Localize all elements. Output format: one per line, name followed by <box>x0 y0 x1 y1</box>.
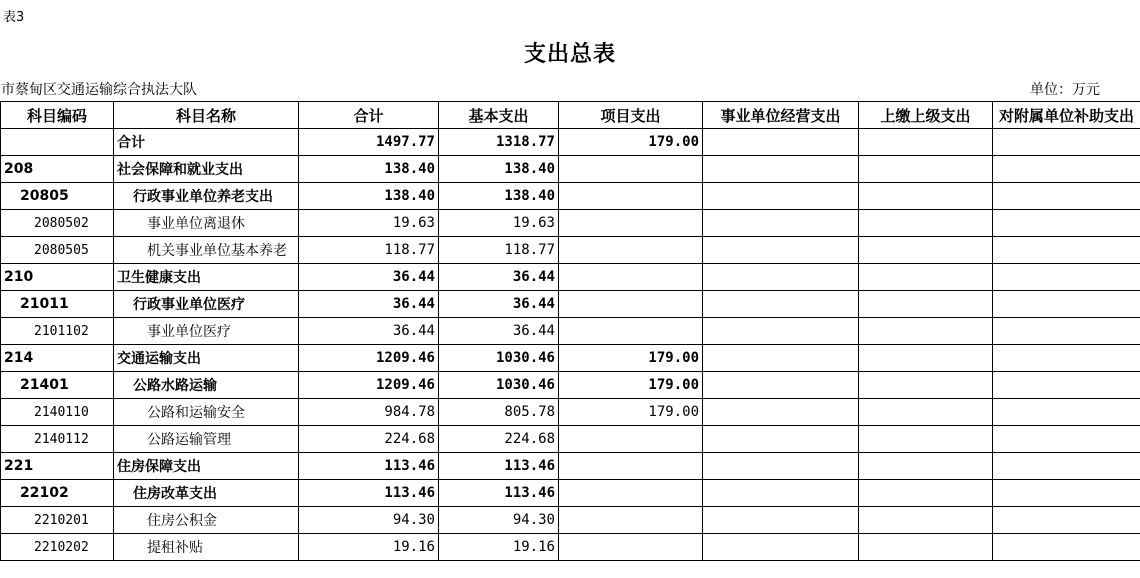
cell-project-expenditure <box>559 480 703 507</box>
cell-business-expenditure <box>703 345 859 372</box>
table-row <box>1 426 1140 453</box>
cell-project-expenditure <box>559 453 703 480</box>
table-row <box>1 345 1140 372</box>
cell-subject-name: 事业单位离退休 <box>114 210 299 237</box>
cell-subject-name: 公路和运输安全 <box>114 399 299 426</box>
cell-remit-upper-expenditure <box>859 345 993 372</box>
table-row <box>1 156 1140 183</box>
cell-business-expenditure <box>703 480 859 507</box>
cell-subject-name: 机关事业单位基本养老 <box>114 237 299 264</box>
cell-subject-code: 2140112 <box>1 426 114 453</box>
cell-project-expenditure <box>559 318 703 345</box>
cell-basic-expenditure: 36.44 <box>439 264 559 291</box>
cell-remit-upper-expenditure <box>859 237 993 264</box>
cell-subject-name: 住房公积金 <box>114 507 299 534</box>
cell-subject-name: 行政事业单位医疗 <box>114 291 299 318</box>
cell-subject-code: 214 <box>1 345 114 372</box>
cell-subject-name: 社会保障和就业支出 <box>114 156 299 183</box>
cell-subject-code: 208 <box>1 156 114 183</box>
cell-total: 113.46 <box>299 480 439 507</box>
header-remit-upper-expenditure: 上缴上级支出 <box>859 102 993 129</box>
cell-subject-code: 2080505 <box>1 237 114 264</box>
cell-remit-upper-expenditure <box>859 264 993 291</box>
cell-remit-upper-expenditure <box>859 507 993 534</box>
cell-subsidy-subordinate <box>993 480 1140 507</box>
cell-subject-name: 事业单位医疗 <box>114 318 299 345</box>
cell-subsidy-subordinate <box>993 453 1140 480</box>
cell-basic-expenditure: 36.44 <box>439 318 559 345</box>
cell-subsidy-subordinate <box>993 264 1140 291</box>
cell-subject-name: 卫生健康支出 <box>114 264 299 291</box>
cell-subsidy-subordinate <box>993 345 1140 372</box>
cell-remit-upper-expenditure <box>859 129 993 156</box>
header-subject-code: 科目编码 <box>1 102 114 129</box>
cell-basic-expenditure: 805.78 <box>439 399 559 426</box>
cell-total: 1497.77 <box>299 129 439 156</box>
cell-business-expenditure <box>703 129 859 156</box>
cell-subject-code: 221 <box>1 453 114 480</box>
cell-project-expenditure: 179.00 <box>559 372 703 399</box>
cell-basic-expenditure: 1318.77 <box>439 129 559 156</box>
unit-label: 单位：万元 <box>1030 82 1100 98</box>
table-body <box>1 129 1140 561</box>
cell-business-expenditure <box>703 183 859 210</box>
cell-business-expenditure <box>703 372 859 399</box>
cell-basic-expenditure: 36.44 <box>439 291 559 318</box>
table-row <box>1 534 1140 561</box>
cell-subject-code: 2140110 <box>1 399 114 426</box>
cell-business-expenditure <box>703 453 859 480</box>
cell-remit-upper-expenditure <box>859 210 993 237</box>
cell-subsidy-subordinate <box>993 399 1140 426</box>
cell-project-expenditure <box>559 534 703 561</box>
cell-basic-expenditure: 138.40 <box>439 156 559 183</box>
cell-subsidy-subordinate <box>993 291 1140 318</box>
cell-business-expenditure <box>703 156 859 183</box>
cell-total: 36.44 <box>299 291 439 318</box>
cell-basic-expenditure: 138.40 <box>439 183 559 210</box>
cell-basic-expenditure: 1030.46 <box>439 345 559 372</box>
cell-basic-expenditure: 19.16 <box>439 534 559 561</box>
table-row <box>1 129 1140 156</box>
table-row <box>1 210 1140 237</box>
cell-subject-code: 2101102 <box>1 318 114 345</box>
header-project-expenditure: 项目支出 <box>559 102 703 129</box>
header-subject-name: 科目名称 <box>114 102 299 129</box>
cell-business-expenditure <box>703 426 859 453</box>
header-total: 合计 <box>299 102 439 129</box>
cell-subject-name: 行政事业单位养老支出 <box>114 183 299 210</box>
cell-subject-code: 2210202 <box>1 534 114 561</box>
cell-business-expenditure <box>703 318 859 345</box>
cell-subject-code: 20805 <box>1 183 114 210</box>
cell-subject-code: 2080502 <box>1 210 114 237</box>
cell-project-expenditure <box>559 156 703 183</box>
cell-basic-expenditure: 113.46 <box>439 480 559 507</box>
cell-project-expenditure <box>559 237 703 264</box>
cell-total: 36.44 <box>299 264 439 291</box>
cell-total: 984.78 <box>299 399 439 426</box>
cell-subject-name: 交通运输支出 <box>114 345 299 372</box>
cell-remit-upper-expenditure <box>859 372 993 399</box>
cell-total: 1209.46 <box>299 345 439 372</box>
cell-remit-upper-expenditure <box>859 318 993 345</box>
cell-subsidy-subordinate <box>993 129 1140 156</box>
table-row <box>1 264 1140 291</box>
cell-subject-name: 提租补贴 <box>114 534 299 561</box>
cell-project-expenditure <box>559 210 703 237</box>
cell-remit-upper-expenditure <box>859 291 993 318</box>
cell-subsidy-subordinate <box>993 237 1140 264</box>
cell-subject-code <box>1 129 114 156</box>
cell-project-expenditure <box>559 183 703 210</box>
cell-subject-name: 住房保障支出 <box>114 453 299 480</box>
cell-basic-expenditure: 19.63 <box>439 210 559 237</box>
cell-remit-upper-expenditure <box>859 399 993 426</box>
table-row <box>1 318 1140 345</box>
cell-subsidy-subordinate <box>993 183 1140 210</box>
cell-subject-name: 住房改革支出 <box>114 480 299 507</box>
table-row <box>1 183 1140 210</box>
cell-basic-expenditure: 118.77 <box>439 237 559 264</box>
cell-remit-upper-expenditure <box>859 453 993 480</box>
table-row <box>1 453 1140 480</box>
cell-project-expenditure: 179.00 <box>559 399 703 426</box>
table-row <box>1 372 1140 399</box>
cell-total: 19.16 <box>299 534 439 561</box>
cell-project-expenditure: 179.00 <box>559 345 703 372</box>
cell-business-expenditure <box>703 210 859 237</box>
header-business-expenditure: 事业单位经营支出 <box>703 102 859 129</box>
cell-business-expenditure <box>703 534 859 561</box>
cell-subject-code: 210 <box>1 264 114 291</box>
cell-remit-upper-expenditure <box>859 156 993 183</box>
cell-project-expenditure <box>559 291 703 318</box>
cell-basic-expenditure: 1030.46 <box>439 372 559 399</box>
cell-total: 224.68 <box>299 426 439 453</box>
cell-remit-upper-expenditure <box>859 534 993 561</box>
cell-remit-upper-expenditure <box>859 480 993 507</box>
organization-name: 市蔡甸区交通运输综合执法大队 <box>1 82 197 98</box>
table-row <box>1 399 1140 426</box>
cell-total: 94.30 <box>299 507 439 534</box>
cell-total: 138.40 <box>299 183 439 210</box>
cell-subject-name: 合计 <box>114 129 299 156</box>
cell-subsidy-subordinate <box>993 534 1140 561</box>
cell-project-expenditure: 179.00 <box>559 129 703 156</box>
cell-subject-name: 公路水路运输 <box>114 372 299 399</box>
cell-subject-code: 21011 <box>1 291 114 318</box>
cell-total: 19.63 <box>299 210 439 237</box>
cell-basic-expenditure: 224.68 <box>439 426 559 453</box>
table-row <box>1 480 1140 507</box>
cell-total: 118.77 <box>299 237 439 264</box>
cell-basic-expenditure: 113.46 <box>439 453 559 480</box>
cell-business-expenditure <box>703 399 859 426</box>
cell-total: 113.46 <box>299 453 439 480</box>
cell-total: 36.44 <box>299 318 439 345</box>
table-row <box>1 507 1140 534</box>
cell-subsidy-subordinate <box>993 210 1140 237</box>
page-title: 支出总表 <box>523 42 616 67</box>
cell-business-expenditure <box>703 237 859 264</box>
cell-project-expenditure <box>559 426 703 453</box>
cell-total: 138.40 <box>299 156 439 183</box>
cell-subject-code: 21401 <box>1 372 114 399</box>
header-basic-expenditure: 基本支出 <box>439 102 559 129</box>
cell-business-expenditure <box>703 264 859 291</box>
cell-basic-expenditure: 94.30 <box>439 507 559 534</box>
cell-subject-code: 2210201 <box>1 507 114 534</box>
table-number-label: 表3 <box>3 10 25 25</box>
cell-business-expenditure <box>703 291 859 318</box>
cell-project-expenditure <box>559 264 703 291</box>
cell-remit-upper-expenditure <box>859 426 993 453</box>
cell-business-expenditure <box>703 507 859 534</box>
header-subsidy-subordinate: 对附属单位补助支出 <box>993 102 1140 129</box>
cell-subsidy-subordinate <box>993 507 1140 534</box>
table-row <box>1 291 1140 318</box>
cell-subject-code: 22102 <box>1 480 114 507</box>
cell-subsidy-subordinate <box>993 318 1140 345</box>
table-header-row <box>1 102 1140 129</box>
cell-subsidy-subordinate <box>993 372 1140 399</box>
expenditure-table <box>0 101 1140 561</box>
cell-subsidy-subordinate <box>993 156 1140 183</box>
cell-subsidy-subordinate <box>993 426 1140 453</box>
cell-remit-upper-expenditure <box>859 183 993 210</box>
table-row <box>1 237 1140 264</box>
cell-project-expenditure <box>559 507 703 534</box>
cell-subject-name: 公路运输管理 <box>114 426 299 453</box>
cell-total: 1209.46 <box>299 372 439 399</box>
